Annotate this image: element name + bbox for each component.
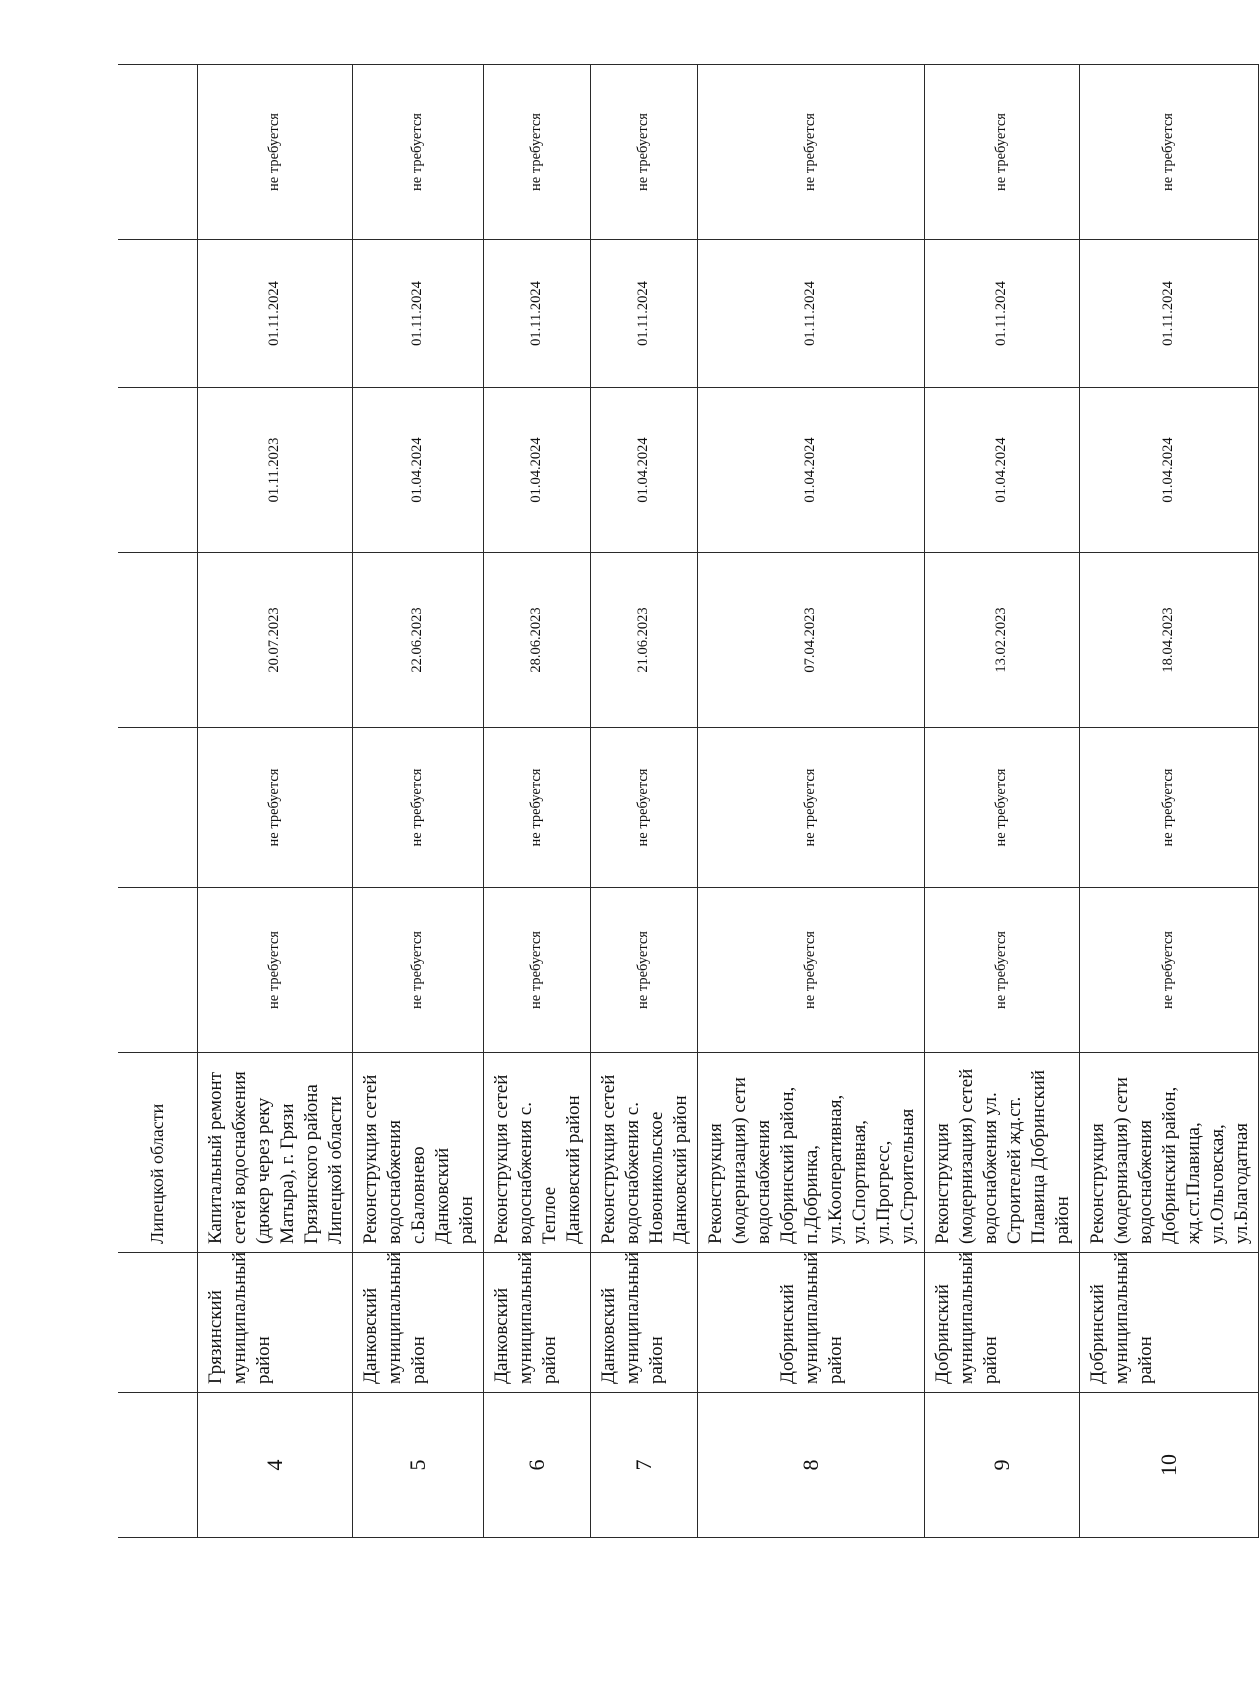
- cell-c7: 01.11.2024: [697, 240, 924, 388]
- cell-c8: не требуется: [352, 65, 483, 240]
- cell-c4: не требуется: [483, 728, 590, 888]
- cell-c3: не требуется: [197, 888, 352, 1053]
- table-row: [697, 65, 924, 1538]
- cell-c8: не требуется: [1079, 65, 1258, 240]
- cell-object: Реконструкция (модернизация) сети водоснабжения Добринский район, п.Добринка, ул.Кооперативная, ул.Спортивная, ул.Прогресс, ул.Строительная: [697, 1053, 924, 1253]
- cell-c7: [118, 240, 197, 388]
- cell-c6: 01.04.2024: [924, 388, 1079, 553]
- table-row: [118, 65, 197, 1538]
- table-row: [352, 65, 483, 1538]
- cell-object: Реконструкция сетей водоснабжения с. Новоникольское Данковский район: [590, 1053, 697, 1253]
- cell-c5: 07.04.2023: [697, 553, 924, 728]
- cell-c7: 01.11.2024: [352, 240, 483, 388]
- cell-object: Капитальный ремонт сетей водоснабжения (дюкер через реку Матыра), г. Грязи Грязинского района Липецкой области: [197, 1053, 352, 1253]
- cell-c4: не требуется: [197, 728, 352, 888]
- cell-object: Реконструкция (модернизация) сети водоснабжения Добринский район, жд.ст.Плавица, ул.Ольговская, ул.Благодатная: [1079, 1053, 1258, 1253]
- cell-c3: не требуется: [697, 888, 924, 1053]
- cell-district: Данковский муниципальный район: [483, 1253, 590, 1393]
- table-row: [1079, 65, 1258, 1538]
- objects-table: [118, 64, 1259, 1538]
- cell-c4: не требуется: [697, 728, 924, 888]
- cell-c4: не требуется: [590, 728, 697, 888]
- cell-region-continuation: Липецкой области: [118, 1053, 197, 1253]
- cell-c6: [118, 388, 197, 553]
- table-row: [197, 65, 352, 1538]
- cell-c8: не требуется: [590, 65, 697, 240]
- cell-object: Реконструкция (модернизация) сетей водоснабжения ул. Строителей жд.ст. Плавица Добринский район: [924, 1053, 1079, 1253]
- cell-c8: не требуется: [924, 65, 1079, 240]
- cell-c8: не требуется: [697, 65, 924, 240]
- cell-num: [118, 1393, 197, 1538]
- table-row: [590, 65, 697, 1538]
- cell-c3: не требуется: [590, 888, 697, 1053]
- cell-c7: 01.11.2024: [924, 240, 1079, 388]
- cell-c5: 22.06.2023: [352, 553, 483, 728]
- cell-c8: не требуется: [483, 65, 590, 240]
- cell-c6: 01.11.2023: [197, 388, 352, 553]
- cell-num: 10: [1079, 1393, 1258, 1538]
- cell-c4: не требуется: [924, 728, 1079, 888]
- cell-c3: не требуется: [483, 888, 590, 1053]
- cell-c8: [118, 65, 197, 240]
- cell-c4: не требуется: [1079, 728, 1258, 888]
- cell-c6: 01.04.2024: [590, 388, 697, 553]
- cell-num: 4: [197, 1393, 352, 1538]
- cell-c5: 13.02.2023: [924, 553, 1079, 728]
- cell-c3: не требуется: [1079, 888, 1258, 1053]
- cell-num: 9: [924, 1393, 1079, 1538]
- cell-c3: [118, 888, 197, 1053]
- table-row: [924, 65, 1079, 1538]
- cell-district: [118, 1253, 197, 1393]
- cell-c5: [118, 553, 197, 728]
- cell-c3: не требуется: [924, 888, 1079, 1053]
- cell-district: Данковский муниципальный район: [352, 1253, 483, 1393]
- cell-c6: 01.04.2024: [352, 388, 483, 553]
- cell-c6: 01.04.2024: [483, 388, 590, 553]
- cell-c4: [118, 728, 197, 888]
- cell-c8: не требуется: [197, 65, 352, 240]
- cell-c5: 28.06.2023: [483, 553, 590, 728]
- cell-c3: не требуется: [352, 888, 483, 1053]
- cell-c7: 01.11.2024: [483, 240, 590, 388]
- cell-num: 7: [590, 1393, 697, 1538]
- cell-c4: не требуется: [352, 728, 483, 888]
- cell-object: Реконструкция сетей водоснабжения с.Баловнево Данковский район: [352, 1053, 483, 1253]
- cell-num: 5: [352, 1393, 483, 1538]
- cell-district: Добринский муниципальный район: [924, 1253, 1079, 1393]
- cell-num: 6: [483, 1393, 590, 1538]
- cell-district: Добринский муниципальный район: [697, 1253, 924, 1393]
- cell-object: Реконструкция сетей водоснабжения с. Теплое Данковский район: [483, 1053, 590, 1253]
- cell-c5: 20.07.2023: [197, 553, 352, 728]
- rotated-table-wrapper: [118, 65, 1252, 1538]
- cell-district: Добринский муниципальный район: [1079, 1253, 1258, 1393]
- cell-num: 8: [697, 1393, 924, 1538]
- cell-district: Грязинский муниципальный район: [197, 1253, 352, 1393]
- cell-c7: 01.11.2024: [1079, 240, 1258, 388]
- cell-c6: 01.04.2024: [1079, 388, 1258, 553]
- cell-c6: 01.04.2024: [697, 388, 924, 553]
- cell-district: Данковский муниципальный район: [590, 1253, 697, 1393]
- cell-c5: 18.04.2023: [1079, 553, 1258, 728]
- cell-c7: 01.11.2024: [197, 240, 352, 388]
- table-row: [483, 65, 590, 1538]
- cell-c7: 01.11.2024: [590, 240, 697, 388]
- cell-c5: 21.06.2023: [590, 553, 697, 728]
